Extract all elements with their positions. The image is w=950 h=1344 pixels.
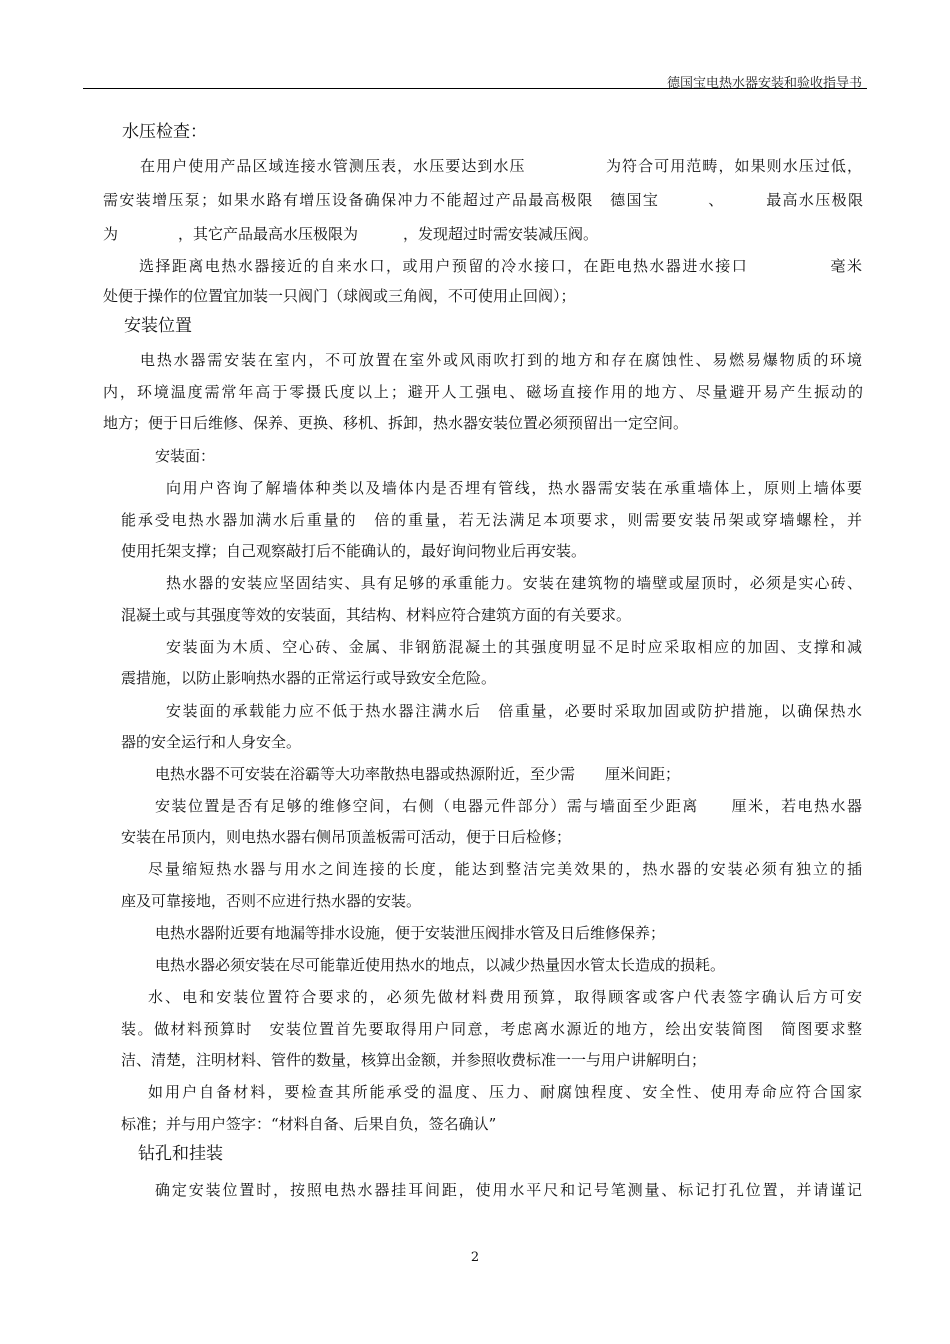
paragraph-line: 标准；并与用户签字：“材料自备、后果自负，签名确认” [121,1115,497,1133]
paragraph-line: 在用户使用产品区域连接水管测压表，水压要达到水压 为符合可用范畴，如果则水压过低， [140,157,862,175]
paragraph-line: 为 ，其它产品最高水压极限为 ，发现超过时需安装减压阀。 [103,225,599,243]
paragraph-line: 座及可靠接地，否则不应进行热水器的安装。 [121,892,422,910]
section-heading-drilling: 钻孔和挂装 [138,1144,223,1164]
paragraph-line: 尽量缩短热水器与用水之间连接的长度，能达到整洁完美效果的，热水器的安装必须有独立的插 [148,860,862,878]
subheading-mounting-surface: 安装面： [155,447,216,465]
paragraph-line: 装。做材料预算时 安装位置首先要取得用户同意，考虑离水源近的地方，绘出安装简图 简图要求整 [121,1020,862,1038]
paragraph-line: 如用户自备材料，要检查其所能承受的温度、压力、耐腐蚀程度、安全性、使用寿命应符合国家 [148,1083,862,1101]
section-heading-water-pressure: 水压检查： [122,122,207,142]
paragraph-line: 地方；便于日后维修、保养、更换、移机、拆卸，热水器安装位置必须预留出一定空间。 [103,414,689,432]
paragraph-line: 选择距离电热水器接近的自来水口，或用户预留的冷水接口，在距电热水器进水接口 毫米 [139,257,862,275]
paragraph-line: 震措施，以防止影响热水器的正常运行或导致安全危险。 [121,669,497,687]
paragraph-line: 使用托架支撑；自己观察敲打后不能确认的，最好询问物业后再安装。 [121,542,587,560]
paragraph-line: 内，环境温度需常年高于零摄氏度以上；避开人工强电、磁场直接作用的地方、尽量避开易产生振动的 [103,383,863,401]
section-heading-install-location: 安装位置 [124,316,192,336]
paragraph-line: 安装面为木质、空心砖、金属、非钢筋混凝土的其强度明显不足时应采取相应的加固、支撑和减 [166,638,862,656]
paragraph-line: 器的安全运行和人身安全。 [121,733,302,751]
paragraph-line: 水、电和安装位置符合要求的，必须先做材料费用预算，取得顾客或客户代表签字确认后方可安 [148,988,862,1006]
paragraph-line: 电热水器必须安装在尽可能靠近使用热水的地点，以减少热量因水管太长造成的损耗。 [155,956,726,974]
paragraph-line: 电热水器需安装在室内，不可放置在室外或风雨吹打到的地方和存在腐蚀性、易燃易爆物质的环境 [140,351,862,369]
paragraph-line: 电热水器附近要有地漏等排水设施，便于安装泄压阀排水管及日后维修保养； [155,924,666,942]
paragraph-line: 确定安装位置时，按照电热水器挂耳间距，使用水平尺和记号笔测量、标记打孔位置，并请谨记 [155,1181,862,1199]
paragraph-line: 安装位置是否有足够的维修空间，右侧（电器元件部分）需与墙面至少距离 厘米，若电热水器 [155,797,862,815]
page-number: 2 [470,1250,480,1265]
paragraph-line: 需安装增压泵；如果水路有增压设备确保冲力不能超过产品最高极限 德国宝 、 最高水压极限 [103,191,863,209]
paragraph-line: 洁、清楚，注明材料、管件的数量，核算出金额，并参照收费标准一一与用户讲解明白； [121,1051,707,1069]
paragraph-line: 电热水器不可安装在浴霸等大功率散热电器或热源附近，至少需 厘米间距； [155,765,681,783]
paragraph-line: 向用户咨询了解墙体种类以及墙体内是否埋有管线，热水器需安装在承重墙体上，原则上墙体要 [166,479,862,497]
paragraph-line: 能承受电热水器加满水后重量的 倍的重量，若无法满足本项要求，则需要安装吊架或穿墙螺栓，并 [121,511,862,529]
paragraph-line: 处便于操作的位置宜加装一只阀门（球阀或三角阀，不可使用止回阀）； [103,287,576,305]
header-title: 德国宝电热水器安装和验收指导书 [666,76,862,91]
paragraph-line: 混凝土或与其强度等效的安装面，其结构、材料应符合建筑方面的有关要求。 [121,606,632,624]
paragraph-line: 热水器的安装应坚固结实、具有足够的承重能力。安装在建筑物的墙壁或屋顶时，必须是实心砖、 [166,574,862,592]
header-divider [83,88,867,89]
paragraph-line: 安装在吊顶内，则电热水器右侧吊顶盖板需可活动，便于日后检修； [121,828,572,846]
paragraph-line: 安装面的承载能力应不低于热水器注满水后 倍重量，必要时采取加固或防护措施，以确保热水 [166,702,862,720]
